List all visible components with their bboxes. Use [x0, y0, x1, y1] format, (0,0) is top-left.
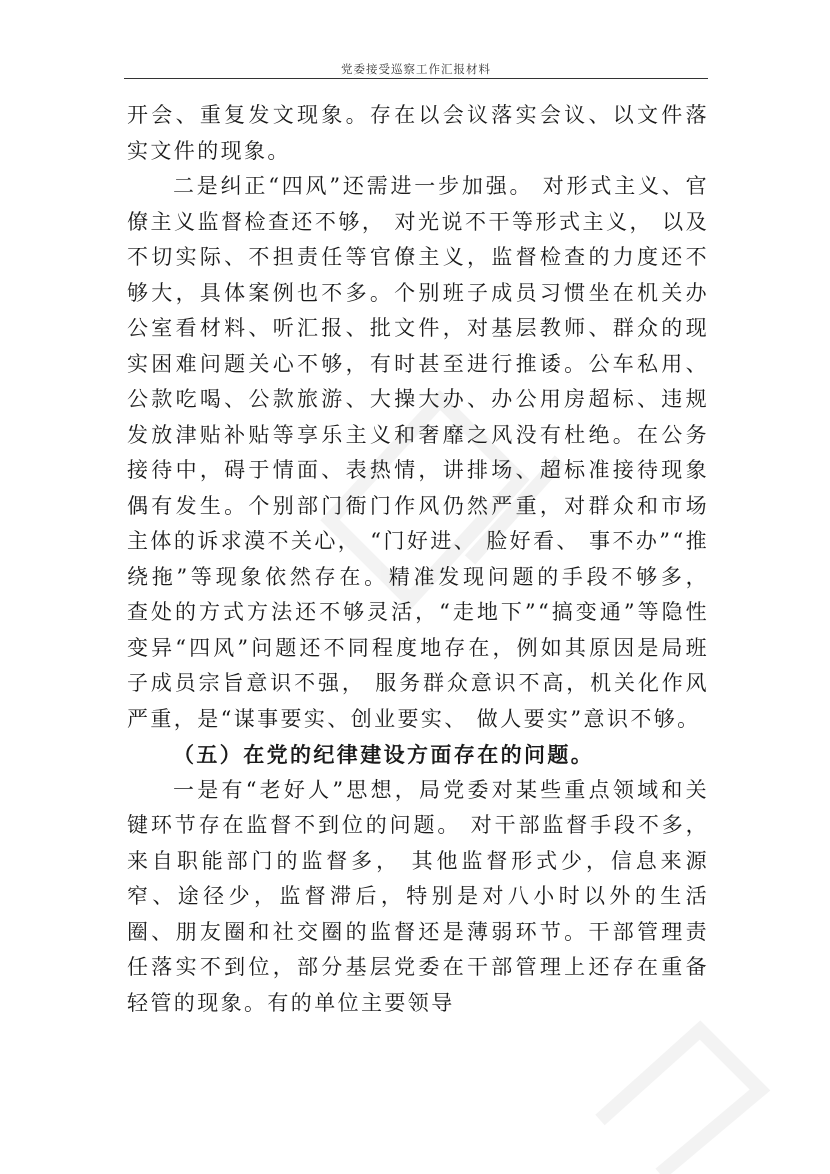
document-body	[127, 98, 709, 1021]
paragraph-discipline: 一是有“老好人”思想，局党委对某些重点领域和关键环节存在监督不到位的问题。 对干部监督手段不多， 来自职能部门的监督多， 其他监督形式少，信息来源窄、途径少，监督滞后，特别是对八小时以外的生活圈、朋友圈和社交圈的监督还是薄弱环节。干部管理责任落实不到位，部分基层党委在干部管理上还存在重备轻管的现象。有的单位主要领导	[127, 777, 709, 1015]
paragraph-four-winds: 二是纠正“四风”还需进一步加强。 对形式主义、官僚主义监督检查还不够， 对光说不干等形式主义， 以及不切实际、不担责任等官僚主义，监督检查的力度还不够大，具体案例也不多。个别班子成员习惯坐在机关办公室看材料、听汇报、批文件，对基层教师、群众的现实困难问题关心不够，有时甚至进行推诿。公车私用、公款吃喝、公款旅游、大操大办、办公用房超标、违规发放津贴补贴等享乐主义和奢靡之风没有杜绝。在公务接待中，碍于情面、表热情，讲排场、超标准接待现象偶有发生。个别部门衙门作风仍然严重，对群众和市场主体的诉求漠不关心， “门好进、 脸好看、 事不办”“推绕拖”等现象依然存在。精准发现问题的手段不够多， 查处的方式方法还不够灵活，“走地下”“搞变通”等隐性变异“四风”问题还不同程度地存在，例如其原因是局班子成员宗旨意识不强， 服务群众意识不高，机关化作风严重，是“谋事要实、创业要实、 做人要实”意识不够。	[127, 174, 709, 731]
paragraph-continuation: 开会、重复发文现象。存在以会议落实会议、以文件落实文件的现象。	[127, 103, 709, 163]
page-header	[124, 58, 708, 79]
section-heading-discipline: （五）在党的纪律建设方面存在的问题。	[173, 742, 595, 767]
header-title: 党委接受巡察工作汇报材料	[341, 62, 491, 76]
